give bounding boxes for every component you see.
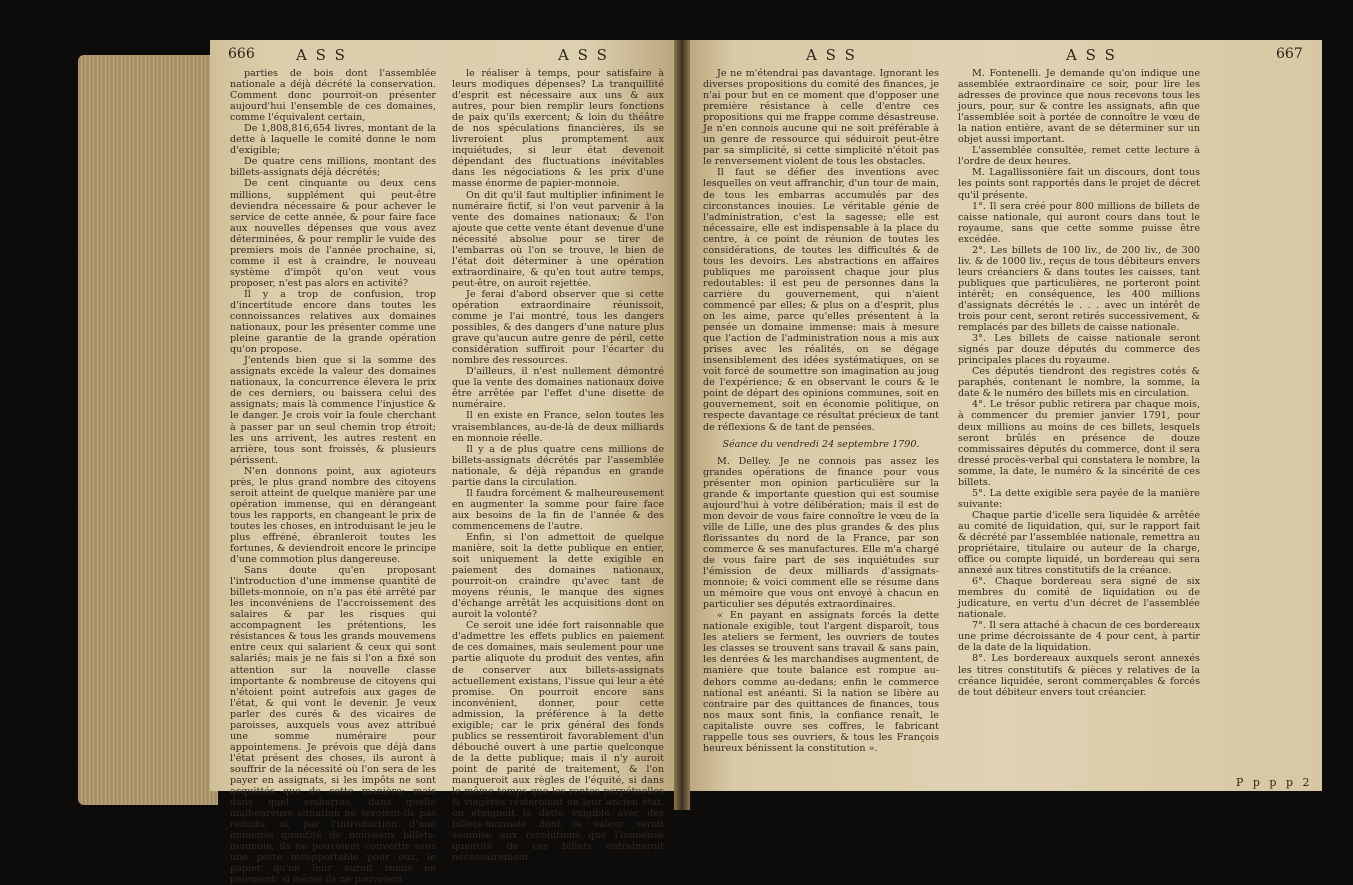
paragraph: Je ne m'étendrai pas davantage. Ignorant les diverses propositions du comité des finances, je n'ai pour but en ce moment que d'opposer une première résistance à celle d'entre ces propositions qui me frappe comme désastreuse. Je n'en connois aucune qui ne soit préférable à un genre de ressource qui séduiroit peut-être par sa simplicité, si cette simplicité n'étoit pas le renversement violent de tous les obstacles. [703, 68, 939, 168]
paragraph: N'en donnons point, aux agioteurs près, le plus grand nombre des citoyens seroit atteint de quelque manière par une opération immense, qui en dérangeant tous les rapports, en changeant le prix de toutes les choses, en introduisant le jeu le plus effréné, ébranleroit toutes les fortunes, & deviendroit encore le principe d'une commotion plus dangereuse. [230, 465, 436, 566]
paragraph: Je ferai d'abord observer que si cette opération extraordinaire réunissoit, comme je l'ai montré, tous les dangers possibles, & des dangers d'une nature plus grave qu'aucun autre genre de péril, cette considération suffiroit pour l'écarter du nombre des ressources. [452, 288, 664, 367]
paragraph: Il y a trop de confusion, trop d'incertitude encore dans toutes les connoissances relatives aux domaines nationaux, pour les présenter comme une pleine garantie de la grande opération qu'on propose. [230, 288, 436, 356]
paragraph: De quatre cens millions, montant des billets-assignats déjà décrétés; [230, 156, 436, 179]
paragraph: Ces députés tiendront des registres cotés & paraphés, contenant le nombre, la somme, la date & le numéro des billets mis en circulation. [958, 366, 1200, 400]
left-page-column-1 [230, 68, 436, 885]
right-running-head: A S S [806, 46, 857, 64]
paragraph: Il y a de plus quatre cens millions de billets-assignats décrétés par l'assemblée nationale, & déjà répandus en grande partie dans la circulation. [452, 443, 664, 488]
paragraph: parties de bois dont l'assemblée nationale a déjà décrété la conservation. Comment donc pourroit-on présenter aujourd'hui l'ensemble de ces domaines, comme l'équivalent certain, [230, 68, 436, 124]
paragraph: 2°. Les billets de 100 liv., de 200 liv., de 300 liv. & de 1000 liv., reçus de tous débiteurs envers leurs créanciers & dans toutes les caisses, tant publiques que particulières, ne porteront point intérêt; en conséquence, les 400 millions d'assignats décrétés le . . . avec un intérêt de trois pour cent, seront retirés successivement, & remplacés par des billets de caisse nationale. [958, 244, 1200, 334]
paragraph: J'entends bien que si la somme des assignats excède la valeur des domaines nationaux, la concurrence élevera le prix de ces derniers, ou baissera celui des assignats; mais là commence l'injustice & le danger. Je crois voir la foule cherchant à passer par un seul chemin trop étroit; les uns arrivent, les autres restent en arrière, tous sont froissés, & plusieurs périssent. [230, 355, 436, 466]
paragraph: M. Delley. Je ne connois pas assez les grandes opérations de finance pour vous présenter mon opinion particulière sur la grande & importante question qui est soumise aujourd'hui à votre délibération; mais il est de mon devoir de vous faire connoître le vœu de la ville de Lille, une des plus grandes & des plus florissantes du nord de la France, par son commerce & ses manufactures. Elle m'a chargé de vous faire part de ses inquiétudes sur l'émission de deux milliards d'assignats-monnoie; & voici comment elle se résume dans un mémoire que vous ont envoyé à chacun en particulier ses députés extraordinaires. [703, 455, 939, 611]
right-page-number: 667 [1276, 46, 1303, 62]
paragraph: Chaque partie d'icelle sera liquidée & arrêtée au comité de liquidation, qui, sur le rapport fait & décrété par l'assemblée nationale, remettra au propriétaire, titulaire ou auteur de la charge, office ou compte liquidé, un bordereau qui sera annexé aux titres constitutifs de la créance. [958, 509, 1200, 577]
left-page-column-2 [452, 68, 664, 864]
paragraph: Il faut se défier des inventions avec lesquelles on veut affranchir, d'un tour de main, de tous les embarras accumulés par des circonstances inouies. Le véritable génie de l'administration, c'est la sagesse; elle est nécessaire, elle est indispensable à la place du centre, à ce point de réunion de toutes les considérations, de toutes les difficultés & de tous les devoirs. Les abstractions en affaires publiques me paroissent chaque jour plus redoutables: il est peu de personnes dans la carrière du gouvernement, qui n'aient commencé par elles; & plus on a d'esprit, plus on les aime, parce qu'elles présentent à la pensée un domaine immense: mais à mesure que l'action de l'administration nous a mis aux prises avec les réalités, on se dégage insensiblement des idées systématiques, on se voit forcé de soumettre son imagination au joug de l'expérience; & en observant le cours & le point de départ des opinions communes, soit en gouvernement, soit en économie politique, on respecte davantage ce résultat précieux de tant de réflexions & de tant de pensées. [703, 167, 939, 433]
left-running-head: A S S [296, 46, 347, 64]
signature-mark: P p p p 2 [1236, 776, 1313, 789]
paragraph: Enfin, si l'on admettoit de quelque manière, soit la dette publique en entier, soit uniquement la dette exigible en paiement des domaines nationaux, pourroit-on craindre qu'avec tant de moyens réunis, le manque des signes d'échange arrêtât les acquisitions dont on auroit la volonté? [452, 531, 664, 621]
book-gutter [674, 40, 690, 810]
page-edges [78, 55, 218, 805]
paragraph: 4°. Le trésor public retirera par chaque mois, à commencer du premier janvier 1791, pour deux millions au moins de ces billets, lesquels seront brûlés en présence de douze commissaires députés du commerce, dont il sera dressé procès-verbal qui constatera le nombre, la somme, la date, le numéro & la sincérité de ces billets. [958, 399, 1200, 488]
paragraph: 6°. Chaque bordereau sera signé de six membres du comité de liquidation ou de judicature, en vertu d'un décret de l'assemblée nationale. [958, 576, 1200, 621]
paragraph: « En payant en assignats forcés la dette nationale exigible, tout l'argent disparoît, tous les ateliers se ferment, les ouvriers de toutes les classes se trouvent sans travail & sans pain, les denrées & les marchandises augmentent, de manière que toute balance est rompue au-dehors comme au-dedans; enfin le commerce national est anéanti. Si la nation se libère au contraire par des quittances de finances, tous nos maux sont finis, la confiance renaît, le capitaliste ouvre ses coffres, le fabricant rappelle tous ses ouvriers, & tous les François heureux bénissent la constitution ». [703, 610, 939, 754]
paragraph: De cent cinquante ou deux cens millions, supplément qui peut-être deviendra nécessaire & pour achever le service de cette année, & pour faire face aux nouvelles dépenses que vous avez déterminées, & pour remplir le vuide des premiers mois de l'année prochaine, si, comme il est à craindre, le nouveau système d'impôt qu'on veut vous proposer, n'est pas alors en activité? [230, 178, 436, 289]
paragraph: On dit qu'il faut multiplier infiniment le numéraire fictif, si l'on veut parvenir à la vente des domaines nationaux; & l'on ajoute que cette vente étant devenue d'une nécessité absolue pour se tirer de l'embarras où l'on se trouve, le bien de l'état doit déterminer à une opération extraordinaire, & qu'en tout autre temps, peut-être, on auroit rejettée. [452, 189, 664, 289]
paragraph: Ce seroit une idée fort raisonnable que d'admettre les effets publics en paiement de ces domaines, mais seulement pour une partie aliquote du produit des ventes, afin de conserver aux billets-assignats actuellement existans, l'issue qui leur a été promise. On pourroit encore sans inconvénient, donner, pour cette admission, la préférence à la dette exigible; car le prix général des fonds publics se ressentiroit favorablement d'un débouché ouvert à une partie quelconque de la dette publique; mais il n'y auroit point de parité de traitement, & l'on manqueroit aux règles de l'équité, si dans le même temps que les rentes perpétuelles & viagères resteroient en leur ancien état, on éteignoit la dette exigible avec des billets-monnoie dont la valeur seroit soumise aux révolutions que l'immense quantité de ces billets entraîneroit nécessairement. [452, 620, 664, 864]
paragraph: 8°. Les bordereaux auxquels seront annexés les titres constitutifs & pièces y relatives de la créance liquidée, seront commerçables & forcés de tout débiteur envers tout créancier. [958, 653, 1200, 698]
paragraph: 5°. La dette exigible sera payée de la manière suivante: [958, 487, 1200, 510]
session-heading: Séance du vendredi 24 septembre 1790. [722, 438, 920, 450]
paragraph: 3°. Les billets de caisse nationale seront signés par douze députés du commerce des principales places du royaume. [958, 333, 1200, 367]
paragraph: le réaliser à temps, pour satisfaire à leurs modiques dépenses? La tranquillité d'esprit est nécessaire aux uns & aux autres, pour bien remplir leurs fonctions de paix qu'ils exercent; & loin du théâtre de nos spéculations financières, ils se livreroient plus promptement aux inquiétudes, si leur état devenoit dépendant des fluctuations inévitables dans les négociations & les prix d'une masse énorme de papier-monnoie. [452, 68, 664, 190]
paragraph: Sans doute qu'en proposant l'introduction d'une immense quantité de billets-monnoie, on n'a pas été arrêté par les inconvéniens de l'accroissement des salaires & par les risques qui accompagnent les prétentions, les résistances & tous les grands mouvemens entre ceux qui salarient & ceux qui sont salariés; mais je ne fais si l'on a fixé son attention sur la nouvelle classe importante & nombreuse de citoyens qui n'étoient point autrefois aux gages de l'état, & qui vont le devenir. Je veux parler des curés & des vicaires de paroisses, auxquels vous avez attribué une somme numéraire pour appointemens. Je prévois que déjà dans l'état présent des choses, ils auront à souffrir de la nécessité où l'on sera de les payer en assignats, si les impôts ne sont acquittés que de cette manière; mais dans quel embarras, dans quelle malheureuse situation ne seroient-ils pas réduits, si, par l'introduction d'une immense quantité de nouveaux billets-monnoie, ils ne pouvoient convertir sans une perte insupportable pour eux, le papier qu'on leur auroit remis en paiement; si même ils ne pouvoient [230, 565, 436, 885]
paragraph: 7°. Il sera attaché à chacun de ces bordereaux une prime décroissante de 4 pour cent, à partir de la date de la liquidation. [958, 620, 1200, 654]
paragraph: Il faudra forcément & malheureusement en augmenter la somme pour faire face aux besoins de la fin de l'année & des commencemens de l'autre. [452, 487, 664, 532]
left-running-head-2: A S S [558, 46, 609, 64]
paragraph: Il en existe en France, selon toutes les vraisemblances, au-de-là de deux milliards en monnoie réelle. [452, 410, 664, 444]
right-page-column-2 [958, 68, 1200, 770]
paragraph: De 1,808,816,654 livres, montant de la dette à laquelle le comité donne le nom d'exigible; [230, 123, 436, 157]
paragraph: D'ailleurs, il n'est nullement démontré que la vente des domaines nationaux doive être arrêtée par l'effet d'une disette de numéraire. [452, 366, 664, 411]
paragraph: M. Fontenelli. Je demande qu'on indique une assemblée extraordinaire ce soir, pour lire les adresses de province que nous recevons tous les jours, pour, sur & contre les assignats, afin que l'assemblée soit à portée de connoître le vœu de la nation entière, avant de se déterminer sur un objet aussi important. [958, 68, 1200, 146]
paragraph: M. Lagallissonière fait un discours, dont tous les points sont rapportés dans le projet de décret qu'il présente. [958, 167, 1200, 201]
paragraph: L'assemblée consultée, remet cette lecture à l'ordre de deux heures. [958, 145, 1200, 168]
paragraph: 1°. Il sera créé pour 800 millions de billets de caisse nationale, qui auront cours dans tout le royaume, sans que cette somme puisse être excédée. [958, 200, 1200, 245]
left-page-number: 666 [228, 46, 255, 62]
right-page-column-1 [703, 68, 939, 770]
right-running-head-2: A S S [1066, 46, 1117, 64]
